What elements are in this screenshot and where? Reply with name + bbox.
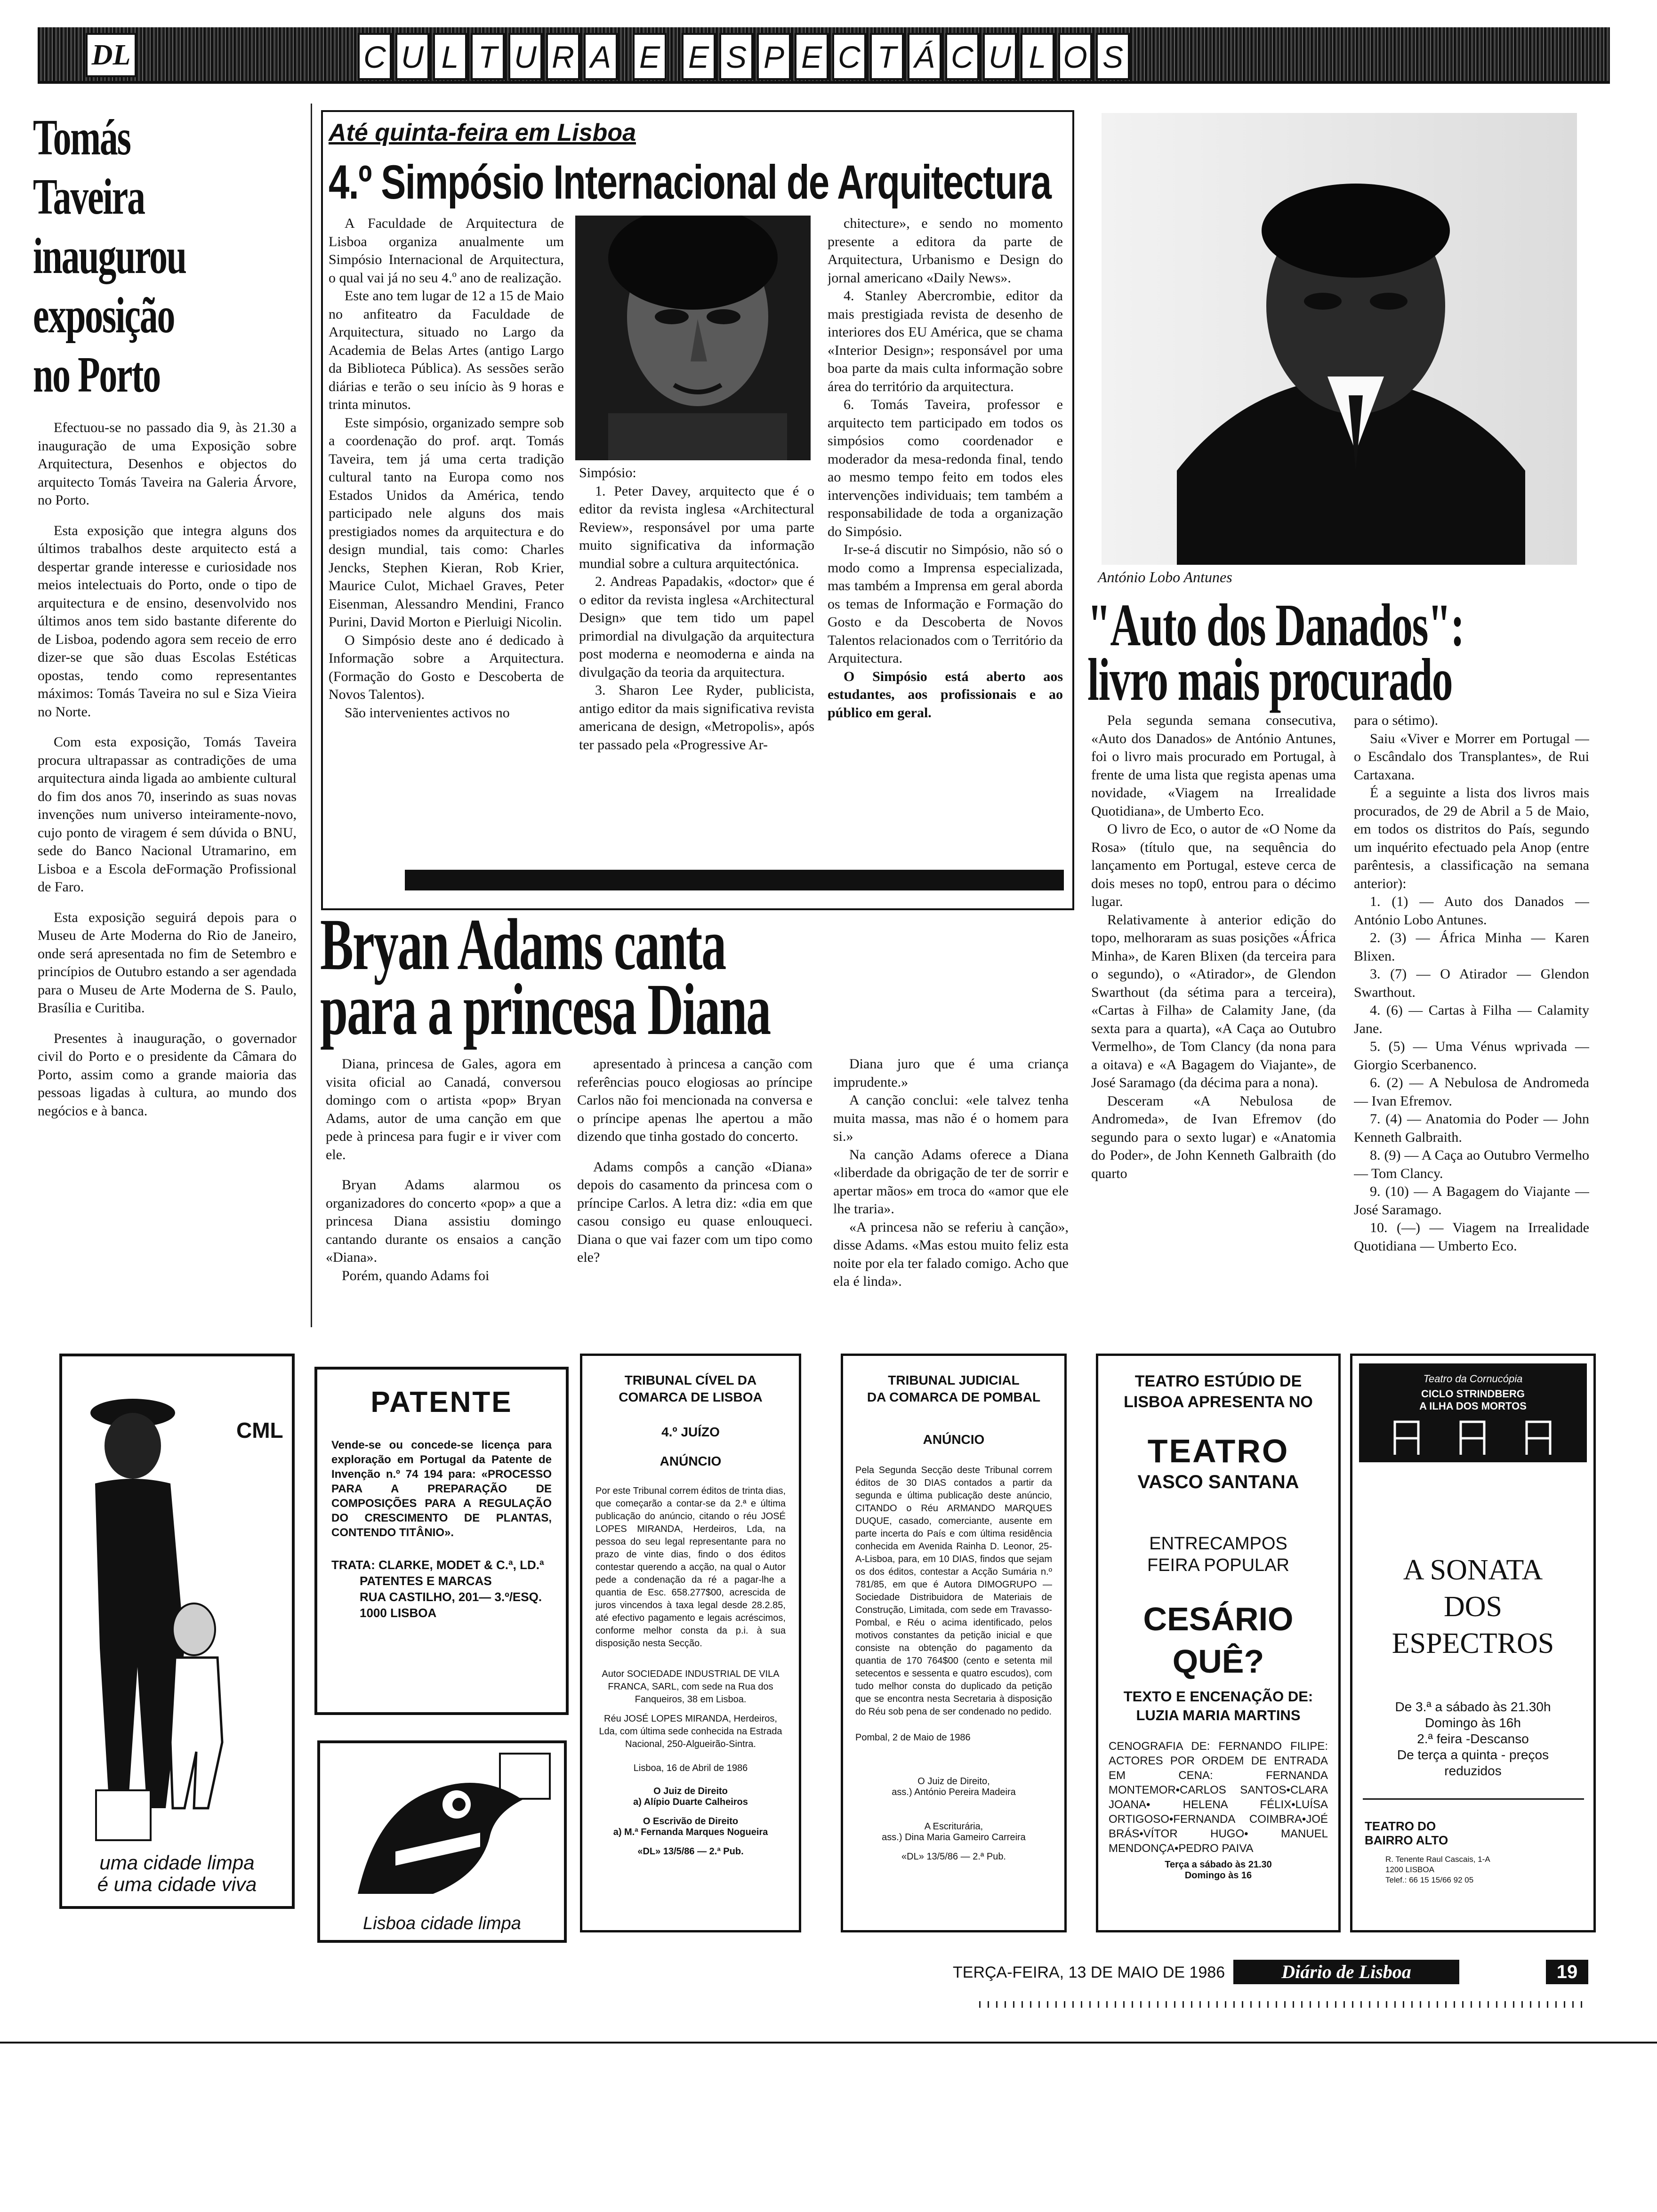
- auto-paragraph: O livro de Eco, o autor de «O Nome da Rosa» (título que, na sequência do lançamento em Portugal, esteve cerca de dois meses no top0, entrou para o décimo lugar.: [1091, 821, 1336, 909]
- patente-contact-line: PATENTES E MARCAS: [360, 1574, 492, 1588]
- pombal-body: Pela Segunda Secção deste Tribunal correm éditos de 30 DIAS contados a partir da segunda e última publicação deste anúncio, CITANDO o Réu ARMANDO MARQUES DUQUE, casado, comerciante, ausente em parte incerta do País e com última residência conhecida em Avenida Rainha D. Leonor, 25-A-Lisboa, para, em 10 DIAS, findos que sejam os dos éditos, contestar a Acção Sumária n.º 781/85, em que é Autora DIMOGRUPO — Sociedade Distribuidora de Materiais de Construção, Limitada, com sede em Travasso-Pombal, e Réu o acima identificado, pelos motivos constantes da petição inicial e que consiste na obtenção do pagamento da quantia de 170 764$00 (cento e setenta mil setecentos e sessenta e quatro escudos), com tudo melhor consta do duplicado da petição que se encontra nesta Secretaria à disposição do Réu sob pena de ser condenado no pedido.: [855, 1465, 1052, 1717]
- page-number: 19: [1546, 1960, 1588, 1984]
- pombal-title-2: DA COMARCA DE POMBAL: [867, 1390, 1041, 1404]
- cml-emblem-icon: [95, 1789, 152, 1841]
- auto-paragraph: Desceram «A Nebulosa de Andromeda», de Ivan Efremov (do segundo para o sexto lugar) e «Anatomia do Poder», de John Kenneth Galbraith (do quarto: [1091, 1093, 1336, 1181]
- sonata-venue-1: TEATRO DO: [1365, 1819, 1436, 1833]
- auto-headline-line: "Auto dos Danados":: [1087, 592, 1464, 658]
- bestseller-list-item: 2. (3) — África Minha — Karen Blixen.: [1354, 930, 1589, 964]
- sonata-title-3: ESPECTROS: [1392, 1627, 1554, 1659]
- simposio-col2-heading: Simpósio:: [579, 465, 636, 481]
- auto-col-1: [1091, 712, 1336, 1328]
- simposio-paragraph: Este simpósio, organizado sempre sob a coordenação do prof. arqt. Tomás Taveira, tem já uma certa tradição cultural tanto na Europa como nos Estados Unidos da América, tendo participado nele alguns dos mais prestigiados nomes da arquitectura e do design mundial, tais como: Charles Jencks, Stephen Kieran, Rob Krier, Maurice Culot, Michael Graves, Peter Eisenman, Alessandro Mendini, Franco Purini, David Morton e Pierluigi Nicolin.: [329, 415, 564, 630]
- civel-anuncio: ANÚNCIO: [660, 1454, 722, 1468]
- bestseller-list-item: 8. (9) — A Caça ao Outubro Vermelho — Tom Clancy.: [1354, 1147, 1589, 1181]
- bryan-headline-line: Bryan Adams canta: [320, 904, 726, 985]
- header-letter: T: [471, 33, 505, 80]
- teatro-line-2: LISBOA APRESENTA NO: [1124, 1393, 1313, 1411]
- simposio-paragraph: Ir-se-á discutir no Simpósio, não só o modo como a Imprensa especializada, mas também a Imprensa em geral aborda os temas de Informação e Formação do Gosto e da Descoberta de Novos Talentos relacionados com o Território da Arquitectura.: [828, 542, 1063, 666]
- auto-paragraph: É a seguinte a lista dos livros mais procurados, de 29 de Abril a 5 de Maio, em todos os distritos do País, segundo um inquérito efectuado pela Anop (entre parêntesis, a classificação na semana anterior):: [1354, 785, 1589, 891]
- simposio-paragraph: 3. Sharon Lee Ryder, publicista, antigo editor da mais significativa revista americana de design, «Metropolis», após ter passado pela «Progressive Ar-: [579, 682, 814, 753]
- teatro-line-5: ENTRECAMPOS: [1149, 1534, 1287, 1554]
- bryan-paragraph: Adams compôs a canção «Diana» depois do casamento da princesa com o príncipe Carlos. A letra diz: «dia em que casou consigo eu quase enlouqueci. Diana o que vai fazer com um tipo como ele?: [577, 1159, 812, 1265]
- cml-illustration: [76, 1385, 236, 1818]
- header-logo: DL: [86, 33, 137, 77]
- bestseller-list-item: 4. (6) — Cartas à Filha — Calamity Jane.: [1354, 1002, 1589, 1036]
- bestseller-list-item: 1. (1) — Auto dos Danados — António Lobo Antunes.: [1354, 894, 1589, 928]
- simposio-paragraph: O Simpósio está aberto aos estudantes, aos profissionais e ao público em geral.: [828, 668, 1063, 721]
- auto-paragraph: Saiu «Viver e Morrer em Portugal — o Escândalo dos Transplantes», de Rui Cartaxana.: [1354, 730, 1589, 783]
- sonata-venue-2: BAIRRO ALTO: [1365, 1833, 1448, 1847]
- footer-date: TERÇA-FEIRA, 13 DE MAIO DE 1986: [953, 1964, 1225, 1981]
- simposio-black-bar: [405, 870, 1064, 890]
- header-letter: C: [945, 33, 979, 80]
- sonata-phone: Telef.: 66 15 15/66 92 05: [1385, 1875, 1474, 1884]
- taveira-paragraph: Com esta exposição, Tomás Taveira procura ultrapassar as contradições de uma arquitectura ainda ligada ao ambiente cultural do fim dos anos 70, inserindo as suas novas invenções num universo inteiramente-novo, cujo ponto de viragem é sem dúvida o BNU, sede do Banco Nacional Utramarino, em Lisboa e a Escola deFormação Profissional de Faro.: [38, 734, 297, 895]
- sonata-island: A ILHA DOS MORTOS: [1419, 1400, 1527, 1412]
- civel-juizo: 4.º JUÍZO: [661, 1425, 720, 1439]
- pombal-anuncio: ANÚNCIO: [923, 1432, 985, 1447]
- civel-pub: «DL» 13/5/86 — 2.ª Pub.: [637, 1846, 744, 1857]
- taveira-headline-line: inaugurou: [33, 228, 186, 284]
- taveira-paragraph: Presentes à inauguração, o governador civil do Porto e o presidente da Câmara do Porto, assim como a grande maioria das pessoas ligadas à cultura, ao mundo dos negócios e à banca.: [38, 1030, 297, 1119]
- civel-autor: Autor SOCIEDADE INDUSTRIAL DE VILA FRANCA, SARL, com sede na Rua dos Fanqueiros, 38 em Lisboa.: [602, 1669, 780, 1705]
- sonata-title-2: DOS: [1443, 1591, 1503, 1623]
- sonata-address-2: 1200 LISBOA: [1385, 1865, 1434, 1874]
- header-letter: A: [584, 33, 618, 80]
- taveira-article-body: [38, 419, 297, 1360]
- lisboa-limpa-slogan: Lisboa cidade limpa: [363, 1914, 521, 1933]
- pombal-title-1: TRIBUNAL JUDICIAL: [888, 1373, 1020, 1387]
- bestseller-list-item: 6. (2) — A Nebulosa de Andromeda — Ivan Efremov.: [1354, 1075, 1589, 1109]
- lobo-antunes-caption: António Lobo Antunes: [1098, 569, 1232, 585]
- teatro-play-title: CESÁRIO QUÊ?: [1143, 1601, 1294, 1680]
- header-letter: O: [1058, 33, 1092, 80]
- header-letter: U: [983, 33, 1017, 80]
- header-letter: T: [870, 33, 904, 80]
- simposio-paragraph: A Faculdade de Arquitectura de Lisboa organiza anualmente um Simpósio Internacional de Arquitectura, o qual vai já no seu 4.º ano de realização.: [329, 216, 564, 286]
- cml-label: CML: [236, 1418, 283, 1443]
- simposio-paragraph: 6. Tomás Taveira, professor e arquitecto tem participado em todos os simpósios como coordenador e moderador da mesa-redonda final, tendo ao mesmo tempo feito em todos eles intervenções individuais; tem também a responsabilidade de toda a organização do Simpósio.: [828, 397, 1063, 539]
- bestseller-list-item: 7. (4) — Anatomia do Poder — John Kenneth Galbraith.: [1354, 1111, 1589, 1145]
- civel-juiz-2: a) Alípio Duarte Calheiros: [633, 1797, 748, 1807]
- bryan-col-3: [833, 1055, 1069, 1342]
- footer-paper-name: Diário de Lisboa: [1233, 1960, 1459, 1984]
- sonata-schedule-5: reduzidos: [1444, 1763, 1502, 1778]
- bryan-col-2: [577, 1055, 812, 1342]
- header-letter: P: [757, 33, 791, 80]
- header-letter: S: [1096, 33, 1130, 80]
- sonata-divider: [1363, 1798, 1584, 1800]
- sonata-address-1: R. Tenente Raul Cascais, 1-A: [1385, 1855, 1490, 1864]
- civel-esc-2: a) M.ª Fernanda Marques Nogueira: [613, 1827, 768, 1837]
- taveira-headline-line: Tomás: [33, 110, 130, 166]
- simposio-paragraph: Este ano tem lugar de 12 a 15 de Maio no anfiteatro da Faculdade de Arquitectura, situado no Largo da Academia de Belas Artes (antigo Largo da Biblioteca Pública). As sessões serão diárias e terão o seu início às 9 horas e trinta minutos.: [329, 288, 564, 412]
- ad-sonata-espectros: [1350, 1354, 1596, 1932]
- sonata-schedule-1: De 3.ª a sábado às 21.30h: [1395, 1699, 1551, 1714]
- taveira-paragraph: Esta exposição que integra alguns dos últimos trabalhos deste arquitecto está a despertar grande interesse e curiosidade nos meios intelectuais do Porto, onde o tipo de arquitectura e de ensino, desenvolvido nos últimos anos tem sido bastante diferente do de Lisboa, podendo agora sem receio de erro dizer-se que são duas Escolas Estéticas opostas, tendo como representantes máximos: Tomás Taveira no sul e Siza Vieira no Norte.: [38, 522, 297, 720]
- civel-title-1: TRIBUNAL CÍVEL DA: [624, 1373, 757, 1387]
- ad-teatro-vasco-santana: [1096, 1354, 1341, 1932]
- auto-headline: [1087, 592, 1605, 713]
- civel-body: Por este Tribunal correm éditos de trinta dias, que começarão a contar-se da 2.ª e última publicação do anúncio, citando o réu JOSÉ LOPES MIRANDA, Herdeiros, Lda, na pessoa do seu legal representante para no prazo de vinte dias, findo o dos éditos contestar querendo a acção, na qual o Autor pede a condenação da ré a pagar-lhe a quantia de Esc. 658.277$00, acrescida de juros vincendos à taxa legal desde 28.2.85, até efectivo pagamento e legais acréscimos, conforme melhor consta da p.i. à sua disposição nesta Secção.: [595, 1486, 786, 1649]
- header-letter: Á: [908, 33, 941, 80]
- bryan-paragraph: «A princesa não se referiu à canção», disse Adams. «Mas estou muito feliz esta noite por ela ter falado comigo. Acho que ela é linda».: [833, 1219, 1069, 1289]
- chairs-illustration: [1381, 1412, 1569, 1459]
- auto-paragraph: para o sétimo).: [1354, 713, 1439, 728]
- simposio-paragraph: chitecture», e sendo no momento presente a editora da parte de Arquitectura, Urbanismo e Design do jornal americano «Daily News».: [828, 216, 1063, 286]
- patente-contact-line: RUA CASTILHO, 201— 3.º/ESQ.: [360, 1590, 542, 1604]
- header-letter: E: [682, 33, 716, 80]
- column-rule: [311, 104, 312, 1327]
- patente-title: PATENTE: [370, 1386, 513, 1419]
- auto-headline-line: livro mais procurado: [1087, 646, 1453, 713]
- civel-reu: Réu JOSÉ LOPES MIRANDA, Herdeiros, Lda, com última sede conhecida na Estrada Nacional, 250-Algueirão-Sintra.: [599, 1714, 782, 1749]
- header-letter: L: [1021, 33, 1054, 80]
- header-letter: L: [433, 33, 467, 80]
- ad-patente: [314, 1367, 569, 1715]
- ad-cml: [59, 1354, 295, 1909]
- pombal-juiz-2: ass.) António Pereira Madeira: [892, 1787, 1016, 1797]
- simposio-paragraph: 4. Stanley Abercrombie, editor da mais prestigiada revista de desenho de interiores dos EU América, que se chama «Interior Design»; responsável por uma boa parte da mais culta informação sobre área do território da arquitectura.: [828, 288, 1063, 394]
- auto-paragraph: Relativamente à anterior edição do topo, melhoraram as suas posições «África Minha», de Karen Blixen (da terceira para o segundo), o «Atirador», de Glendon Swarthout (da sétima para a terceira), «Cartas à Filha» de Calamity Jane, (da sexta para a quarta), «A Caça ao Outubro Vermelho», de Tom Clancy (da nona para a oitava) e «A Bagagem do Viajante», de José Saramago (da décima para a nona).: [1091, 912, 1336, 1090]
- taveira-paragraph: Esta exposição seguirá depois para o Museu de Arte Moderna do Rio de Janeiro, onde será apresentada no fim de Setembro e princípios de Outubro estando a ser agendada para o Museu de Arte Moderna de S. Paulo, Brasília e Curitiba.: [38, 909, 297, 1016]
- ad-tribunal-pombal: [841, 1354, 1067, 1932]
- teatro-hours-2: Domingo às 16: [1184, 1870, 1252, 1881]
- simposio-title: 4.º Simpósio Internacional de Arquitectura: [329, 155, 1051, 209]
- header-letter: S: [719, 33, 753, 80]
- taveira-headline: [33, 108, 306, 405]
- header-letter: E: [795, 33, 828, 80]
- teatro-cast: CENOGRAFIA DE: FERNANDO FILIPE: ACTORES POR ORDEM DE ENTRADA EM CENA: FERNANDA MONTEMOR•CARLOS SANTOS•CLARA JOANA• HELENA FÉLIX•LUÍSA ORTIGOSO•FERNANDA COIMBRA•JOÉ BRÁS•VÍTOR HUGO• MANUEL MENDONÇA•PEDRO PAIVA: [1109, 1740, 1328, 1855]
- teatro-line-8: TEXTO E ENCENAÇÃO DE:: [1123, 1688, 1313, 1705]
- pombal-juiz-1: O Juiz de Direito,: [917, 1776, 990, 1787]
- bryan-paragraph: Diana, princesa de Gales, agora em visita oficial ao Canadá, conversou domingo com o artista «pop» Bryan Adams, autor de uma canção em que pede à princesa para fugir e ir viver com ele.: [326, 1056, 561, 1162]
- simposio-paragraph: 1. Peter Davey, arquitecto que é o editor da revista inglesa «Architectural Review», responsável por uma parte muito significativa da informação mundial sobre a cultura arquitectónica.: [579, 483, 814, 571]
- patente-body: Vende-se ou concede-se licença para exploração em Portugal da Patente de Invenção n.º 74 194 para: «PROCESSO PARA A PREPARAÇÃO DE COMPOSIÇÕES PARA A REGULAÇÃO DO CRESCIMENTO DE PLANTAS, CONTENDO TITÂNIO».: [331, 1439, 552, 1539]
- sonata-title-1: A SONATA: [1403, 1554, 1543, 1586]
- ad-lisboa-limpa: [317, 1740, 567, 1943]
- patente-contact-line: 1000 LISBOA: [360, 1606, 437, 1620]
- bryan-headline: [320, 904, 1073, 1050]
- lobo-antunes-photo: [1102, 113, 1577, 565]
- sonata-cycle: CICLO STRINDBERG: [1421, 1388, 1525, 1400]
- simposio-paragraph: O Simpósio deste ano é dedicado à Informação sobre a Arquitectura. (Formação do Gosto e Descoberta de Novos Talentos).: [329, 632, 564, 702]
- cml-slogan-2: é uma cidade viva: [97, 1873, 257, 1895]
- sonata-schedule-2: Domingo às 16h: [1425, 1715, 1521, 1730]
- taveira-headline-line: exposição: [33, 288, 175, 344]
- cml-slogan-1: uma cidade limpa: [99, 1851, 255, 1874]
- pombal-date: Pombal, 2 de Maio de 1986: [855, 1732, 971, 1743]
- header-letter: R: [546, 33, 580, 80]
- bryan-paragraph: Porém, quando Adams foi: [342, 1267, 490, 1283]
- simposio-paragraph: 2. Andreas Papadakis, «doctor» que é o editor da revista inglesa «Architectural Design» que tem tido um papel primordial na divulgação da arquitectura post moderna e neomoderna e ainda na divulgação da teoria da arquitectura.: [579, 574, 814, 680]
- sonata-company: Teatro da Cornucópia: [1423, 1373, 1523, 1385]
- pombal-esc-2: ass.) Dina Maria Gameiro Carreira: [882, 1832, 1026, 1843]
- teatro-line-9: LUZIA MARIA MARTINS: [1136, 1707, 1301, 1723]
- bestseller-list-item: 3. (7) — O Atirador — Glendon Swarthout.: [1354, 966, 1589, 1000]
- footer-speckle: [979, 2001, 1586, 2008]
- bestseller-list-item: 9. (10) — A Bagagem do Viajante — José Saramago.: [1354, 1184, 1589, 1218]
- header-letter: U: [508, 33, 542, 80]
- taveira-headline-line: Taveira: [33, 169, 145, 225]
- header-letter: C: [832, 33, 866, 80]
- pombal-pub: «DL» 13/5/86 — 2.ª Pub.: [901, 1851, 1006, 1862]
- bryan-paragraph: apresentado à princesa a canção com referências pouco elogiosas ao príncipe Carlos não foi mencionada na conversa e o príncipe apenas lhe apertou a mão dizendo que tinha gostado do concerto.: [577, 1056, 812, 1144]
- teatro-line-1: TEATRO ESTÚDIO DE: [1134, 1372, 1302, 1390]
- simposio-paragraph: São intervenientes activos no: [345, 705, 510, 721]
- lisboa-emblem-icon: [499, 1753, 551, 1800]
- teatro-line-4: VASCO SANTANA: [1137, 1472, 1299, 1492]
- teatro-line-3: TEATRO: [1147, 1433, 1289, 1469]
- footer-rule: [0, 2042, 1657, 2044]
- teatro-line-6: FEIRA POPULAR: [1147, 1555, 1289, 1575]
- ad-tribunal-civel: [580, 1354, 801, 1932]
- bryan-col-1: [326, 1055, 561, 1342]
- taveira-portrait-photo: [575, 216, 811, 460]
- patente-contact-line: TRATA: CLARKE, MODET & C.ª, LD.ª: [331, 1558, 544, 1572]
- bryan-paragraph: Na canção Adams oferece a Diana «liberdade da obrigação de ter de sorrir e apertar mãos» em troca do «amor que ele lhe traria».: [833, 1146, 1069, 1217]
- simposio-col-2: [579, 464, 814, 869]
- auto-paragraph: Pela segunda semana consecutiva, «Auto dos Danados» de António Antunes, foi o livro mais procurado em Portugal, à frente de uma lista que regista apenas uma novidade, «Viagem na Irrealidade Quotidiana», de Umberto Eco.: [1091, 713, 1336, 819]
- civel-title-2: COMARCA DE LISBOA: [619, 1390, 763, 1404]
- bryan-paragraph: Bryan Adams alarmou os organizadores do concerto «pop» a que a princesa Diana assistiu domingo cantando durante os ensaios a canção «Diana».: [326, 1177, 561, 1265]
- teatro-hours-1: Terça a sábado às 21.30: [1165, 1859, 1272, 1870]
- header-letter: C: [358, 33, 392, 80]
- bryan-paragraph: Diana juro que é uma criança imprudente.»: [833, 1056, 1069, 1090]
- simposio-col-1: [329, 215, 564, 864]
- civel-juiz-1: O Juiz de Direito: [653, 1786, 728, 1796]
- taveira-headline-line: no Porto: [33, 347, 160, 403]
- sonata-schedule-3: 2.ª feira -Descanso: [1417, 1731, 1529, 1746]
- simposio-kicker: Até quinta-feira em Lisboa: [329, 119, 636, 146]
- header-letter: E: [633, 33, 667, 80]
- bestseller-list-item: 10. (—) — Viagem na Irrealidade Quotidiana — Umberto Eco.: [1354, 1220, 1589, 1254]
- pombal-esc-1: A Escriturária,: [924, 1821, 983, 1832]
- section-header-rule: [38, 81, 1610, 84]
- auto-col-2: [1354, 712, 1589, 1328]
- civel-esc-1: O Escrivão de Direito: [643, 1816, 739, 1827]
- simposio-col-3: [828, 215, 1063, 864]
- sonata-schedule-4: De terça a quinta - preços: [1397, 1747, 1549, 1762]
- patente-contact: [331, 1557, 552, 1621]
- taveira-paragraph: Efectuou-se no passado dia 9, às 21.30 a inauguração de uma Exposição sobre Arquitectura, Desenhos e objectos do arquitecto Tomás Taveira na Galeria Árvore, no Porto.: [38, 420, 297, 508]
- bryan-headline-line: para a princesa Diana: [320, 969, 771, 1050]
- bryan-paragraph: A canção conclui: «ele talvez tenha muita massa, mas não é o homem para si.»: [833, 1092, 1069, 1144]
- header-letter: U: [395, 33, 429, 80]
- civel-date: Lisboa, 16 de Abril de 1986: [633, 1763, 748, 1773]
- bestseller-list-item: 5. (5) — Uma Vénus wprivada — Giorgio Scerbanenco.: [1354, 1039, 1589, 1073]
